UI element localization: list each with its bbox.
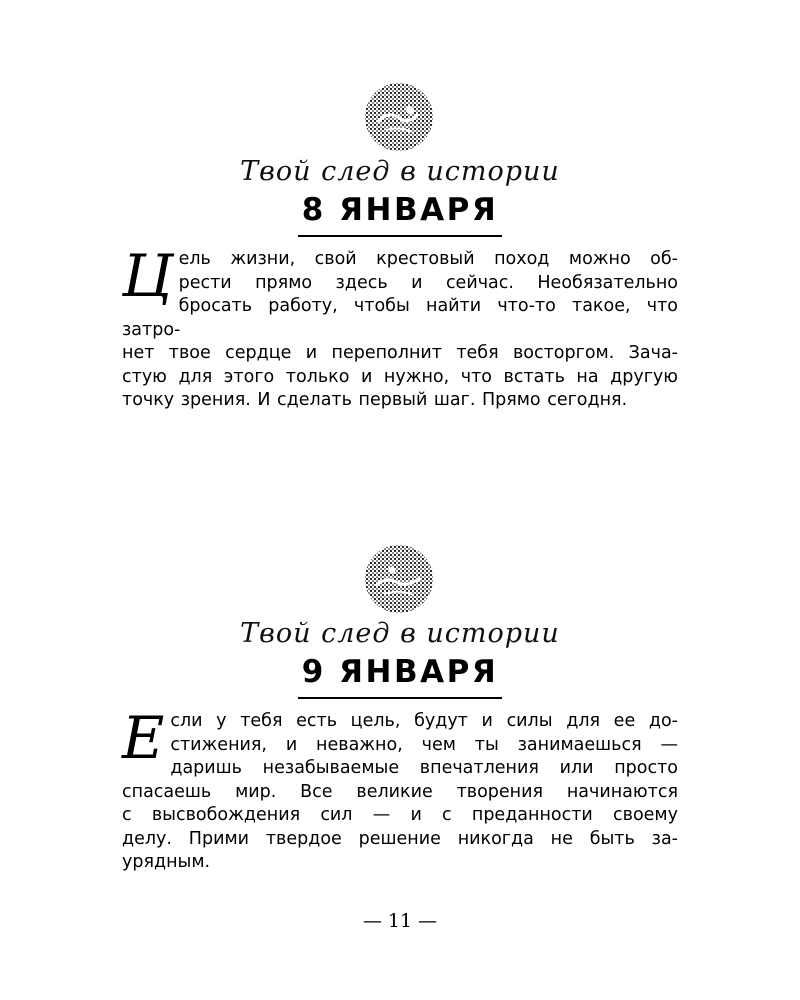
round-ornament-icon — [362, 80, 436, 154]
entry-body — [122, 704, 678, 875]
entry-body — [122, 242, 678, 413]
body-line: делу. Прими твердое решение никогда не быть за- — [122, 828, 678, 849]
body-line: с высвобождения сил — и с преданности своему — [122, 805, 678, 825]
drop-cap: Е — [122, 704, 165, 772]
body-line: ель жизни, свой крестовый поход можно об- — [178, 249, 678, 269]
entry-subtitle: Твой след в истории — [240, 618, 560, 649]
body-line: бросать работу, чтобы найти что-то такое, что затро- — [122, 296, 678, 340]
body-line: нет твое сердце и переполнит тебя восторгом. Зача- — [122, 343, 678, 363]
body-line: стую для этого только и нужно, что встать на другую — [122, 366, 678, 387]
drop-cap: Ц — [122, 242, 173, 310]
entry-subtitle: Твой след в истории — [240, 156, 560, 187]
body-line: сли у тебя есть цель, будут и силы для ее до- — [170, 711, 678, 731]
date-underline — [298, 697, 502, 699]
body-line: даришь незабываемые впечатления или просто — [170, 758, 678, 778]
page-number: — 11 — — [362, 910, 438, 932]
body-line: стижения, и неважно, чем ты занимаешься — — [170, 734, 678, 755]
date-underline — [298, 235, 502, 237]
body-line: урядным. — [122, 852, 211, 872]
body-line: точку зрения. И сделать первый шаг. Прямо сегодня. — [122, 390, 628, 410]
entry-date: 9 ЯНВАРЯ — [301, 654, 499, 690]
body-line: спасаешь мир. Все великие творения начинаются — [122, 781, 678, 802]
entry-date: 8 ЯНВАРЯ — [301, 192, 499, 228]
round-ornament-icon — [362, 542, 436, 616]
body-line: рести прямо здесь и сейчас. Необязательно — [178, 272, 678, 293]
